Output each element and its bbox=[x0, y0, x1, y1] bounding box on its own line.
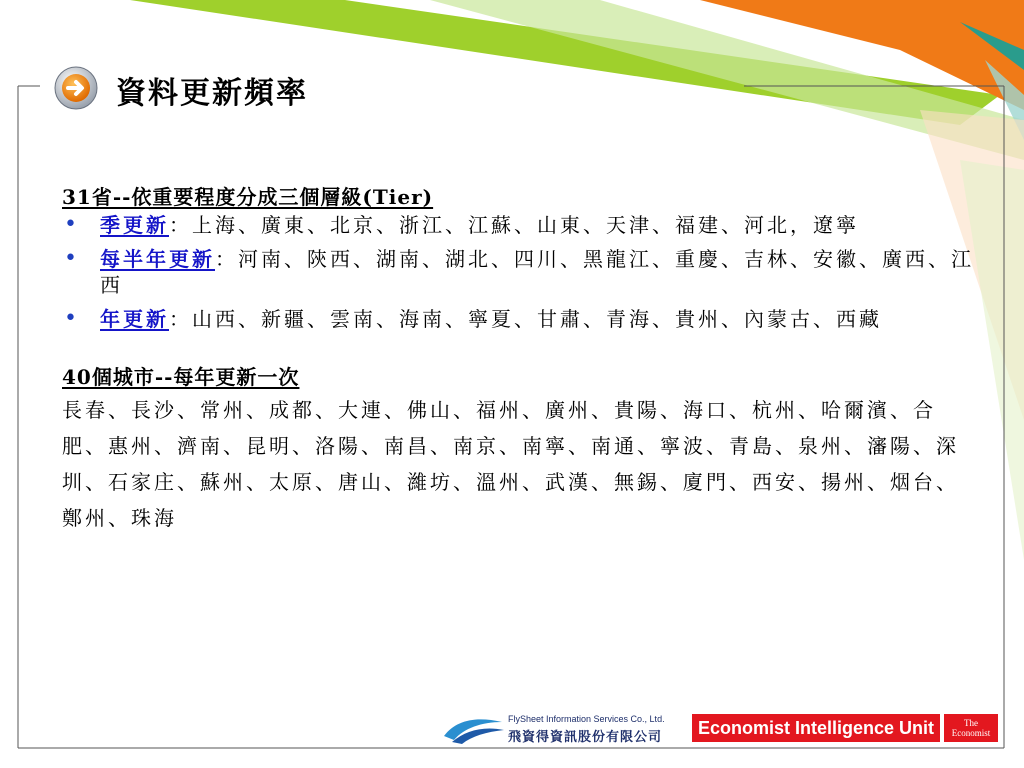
bullet-dot: • bbox=[64, 246, 80, 271]
tier-provinces: 河南、陝西、湖南、湖北、四川、黑龍江、重慶、吉林、安徽、廣西、江西 bbox=[100, 247, 974, 297]
tier-list bbox=[62, 212, 982, 332]
tier-provinces: 上海、廣東、北京、浙江、江蘇、山東、天津、福建、河北，遼寧 bbox=[192, 213, 859, 237]
eiu-logo: Economist Intelligence Unit bbox=[692, 714, 940, 742]
section-spacer bbox=[62, 340, 982, 362]
tier-separator: ： bbox=[215, 247, 238, 271]
tier-name: 年更新 bbox=[100, 307, 169, 331]
bullet-dot: • bbox=[64, 306, 80, 331]
tier-separator: ： bbox=[169, 213, 192, 237]
economist-logo-line2: Economist bbox=[951, 728, 991, 738]
tier-name: 每半年更新 bbox=[100, 247, 215, 271]
orange-arrow-circle-icon bbox=[54, 66, 98, 110]
tier-name: 季更新 bbox=[100, 213, 169, 237]
cities-heading: 40個城市--每年更新一次 bbox=[62, 365, 300, 389]
main-content bbox=[62, 182, 982, 536]
cities-list: 長春、長沙、常州、成都、大連、佛山、福州、廣州、貴陽、海口、杭州、哈爾濱、合肥、惠州、濟南、昆明、洛陽、南昌、南京、南寧、南通、寧波、青島、泉州、瀋陽、深圳、石家庄、蘇州、太原、唐山、濰坊、溫州、武漢、無錫、廈門、西安、揚州、烟台、鄭州、珠海 bbox=[62, 398, 959, 530]
tier-item-quarterly bbox=[62, 212, 982, 238]
flysheet-chinese-name: 飛資得資訊股份有限公司 bbox=[508, 730, 663, 745]
tier-item-semiannual bbox=[62, 246, 982, 298]
flysheet-english-name: FlySheet Information Services Co., Ltd. bbox=[508, 714, 665, 724]
tier-provinces: 山西、新疆、雲南、海南、寧夏、甘肅、青海、貴州、內蒙古、西藏 bbox=[192, 307, 882, 331]
economist-logo-line1: The bbox=[964, 718, 978, 728]
tier-item-annual bbox=[62, 306, 982, 332]
tier-separator: ： bbox=[169, 307, 192, 331]
provinces-heading: 31省--依重要程度分成三個層級(Tier) bbox=[62, 185, 434, 209]
economist-logo bbox=[944, 714, 998, 742]
page-title: 資料更新頻率 bbox=[116, 76, 308, 111]
bullet-dot: • bbox=[64, 212, 80, 237]
